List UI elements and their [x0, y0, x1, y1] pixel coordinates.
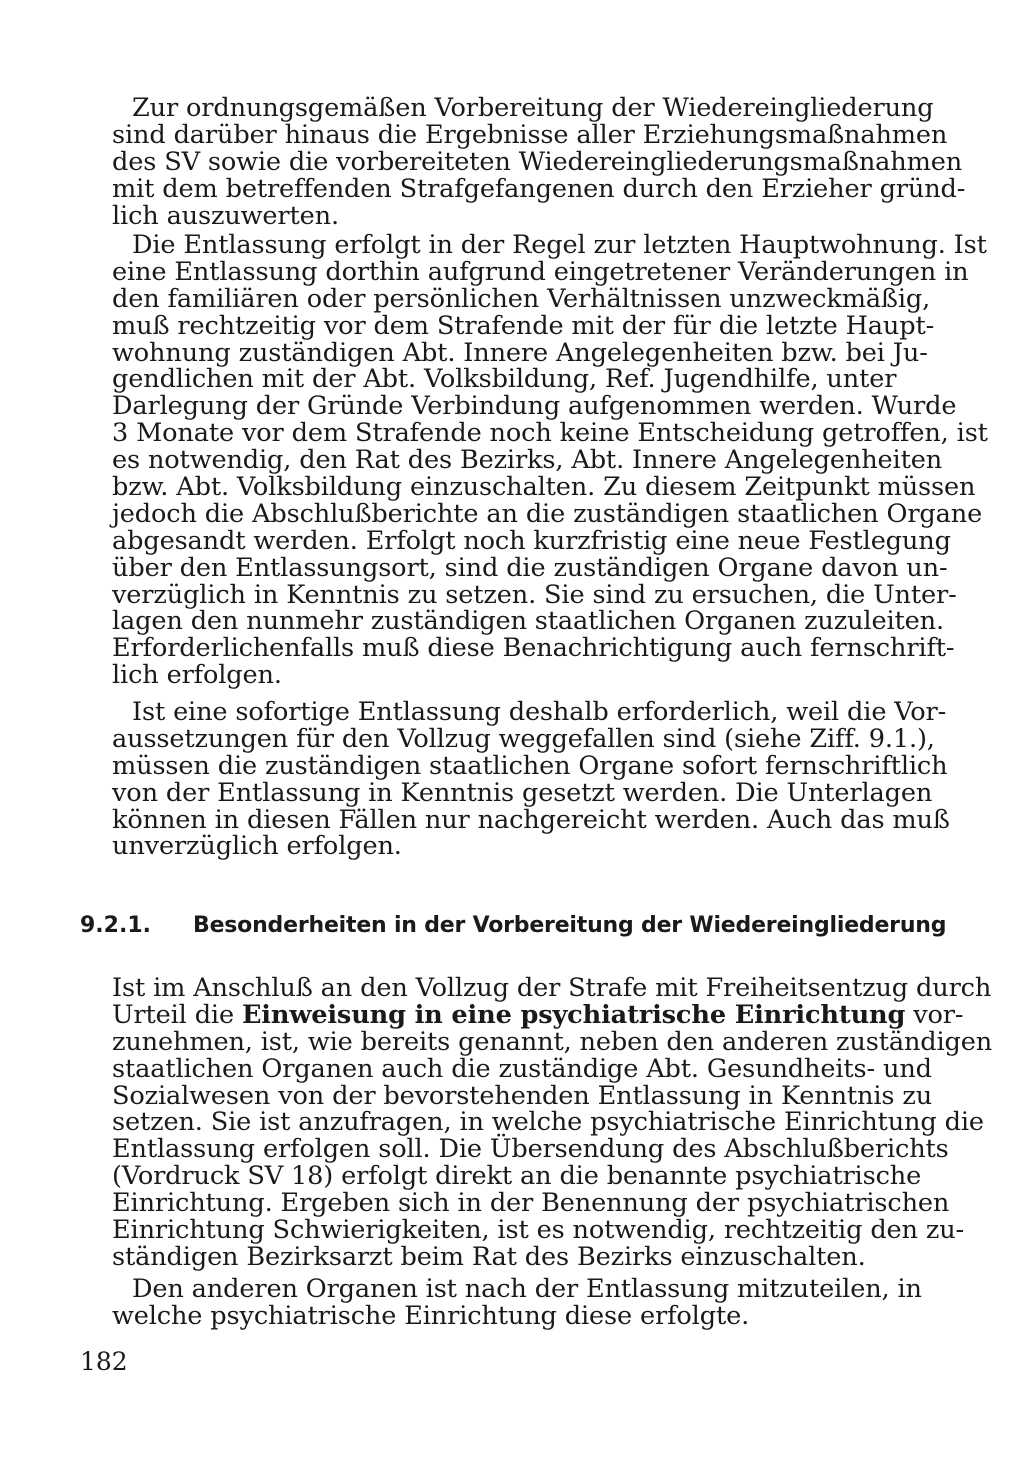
text-line: des SV sowie die vorbereiteten Wiedereingliederungsmaßnahmen: [112, 146, 963, 177]
text-line: müssen die zuständigen staatlichen Organe sofort fernschriftlich: [112, 750, 948, 781]
text-run: vor-: [905, 999, 964, 1030]
text-run: Urteil die: [112, 999, 242, 1030]
text-line: muß rechtzeitig vor dem Strafende mit der für die letzte Haupt-: [112, 310, 935, 341]
text-line: verzüglich in Kenntnis zu setzen. Sie sind zu ersuchen, die Unter-: [112, 579, 957, 610]
text-line: mit dem betreffenden Strafgefangenen durch den Erzieher gründ-: [112, 173, 966, 204]
text-line: Einrichtung Schwierigkeiten, ist es notwendig, rechtzeitig den zu-: [112, 1215, 965, 1246]
page-number: 182: [80, 1347, 128, 1376]
text-line: abgesandt werden. Erfolgt noch kurzfristig eine neue Festlegung: [112, 525, 951, 556]
text-line: lagen den nunmehr zuständigen staatlichen Organen zuzuleiten.: [112, 606, 944, 637]
paragraph-5: [112, 1274, 922, 1331]
text-line: welche psychiatrische Einrichtung diese erfolgte.: [112, 1300, 750, 1331]
paragraph-4: [112, 973, 993, 1272]
text-line: Erforderlichenfalls muß diese Benachrichtigung auch fernschrift-: [112, 633, 955, 664]
text-line: Den anderen Organen ist nach der Entlassung mitzuteilen, in: [132, 1274, 922, 1304]
text-line: [112, 999, 964, 1030]
text-line: staatlichen Organen auch die zuständige Abt. Gesundheits- und: [112, 1053, 932, 1084]
text-line: den familiären oder persönlichen Verhältnissen unzweckmäßig,: [112, 283, 931, 314]
section-title: Besonderheiten in der Vorbereitung der Wiedereingliederung: [193, 913, 947, 938]
text-line: Ist eine sofortige Entlassung deshalb erforderlich, weil die Vor-: [132, 697, 947, 727]
text-line: Entlassung erfolgen soll. Die Übersendung des Abschlußberichts: [112, 1134, 949, 1165]
text-line: sind darüber hinaus die Ergebnisse aller Erziehungsmaßnahmen: [112, 119, 948, 150]
text-line: über den Entlassungsort, sind die zuständigen Organe davon un-: [112, 552, 948, 583]
text-line: können in diesen Fällen nur nachgereicht werden. Auch das muß: [112, 804, 950, 835]
section-number: 9.2.1.: [80, 913, 151, 938]
paragraph-2: [112, 230, 988, 691]
text-line: eine Entlassung dorthin aufgrund eingetretener Veränderungen in: [112, 256, 969, 287]
text-line: Ist im Anschluß an den Vollzug der Strafe mit Freiheitsentzug durch: [112, 973, 992, 1003]
text-line: es notwendig, den Rat des Bezirks, Abt. Innere Angelegenheiten: [112, 445, 943, 476]
paragraph-3: [112, 697, 950, 862]
paragraph-1: [112, 93, 966, 231]
text-line: Darlegung der Gründe Verbindung aufgenommen werden. Wurde: [112, 391, 957, 422]
text-line: Die Entlassung erfolgt in der Regel zur letzten Hauptwohnung. Ist: [132, 230, 987, 260]
emphasized-text: Einweisung in eine psychiatrische Einrichtung: [241, 999, 906, 1030]
text-line: unverzüglich erfolgen.: [112, 831, 402, 862]
text-line: (Vordruck SV 18) erfolgt direkt an die benannte psychiatrische: [112, 1161, 922, 1192]
text-line: Sozialwesen von der bevorstehenden Entlassung in Kenntnis zu: [112, 1080, 933, 1111]
text-line: von der Entlassung in Kenntnis gesetzt werden. Die Unterlagen: [112, 777, 933, 808]
text-line: Einrichtung. Ergeben sich in der Benennung der psychiatrischen: [112, 1188, 950, 1219]
text-line: wohnung zuständigen Abt. Innere Angelegenheiten bzw. bei Ju-: [112, 337, 928, 368]
text-line: lich auszuwerten.: [112, 200, 339, 231]
text-line: zunehmen, ist, wie bereits genannt, neben den anderen zuständigen: [112, 1026, 993, 1057]
text-line: ständigen Bezirksarzt beim Rat des Bezirks einzuschalten.: [112, 1241, 866, 1272]
text-line: jedoch die Abschlußberichte an die zuständigen staatlichen Organe: [112, 498, 983, 529]
text-line: aussetzungen für den Vollzug weggefallen sind (siehe Ziff. 9.1.),: [112, 723, 935, 754]
text-line: setzen. Sie ist anzufragen, in welche psychiatrische Einrichtung die: [112, 1107, 984, 1138]
text-line: gendlichen mit der Abt. Volksbildung, Ref. Jugendhilfe, unter: [112, 364, 897, 395]
text-line: 3 Monate vor dem Strafende noch keine Entscheidung getroffen, ist: [112, 418, 988, 449]
text-line: lich erfolgen.: [112, 660, 282, 691]
text-line: Zur ordnungsgemäßen Vorbereitung der Wiedereingliederung: [132, 93, 934, 123]
text-line: bzw. Abt. Volksbildung einzuschalten. Zu diesem Zeitpunkt müssen: [112, 472, 976, 503]
